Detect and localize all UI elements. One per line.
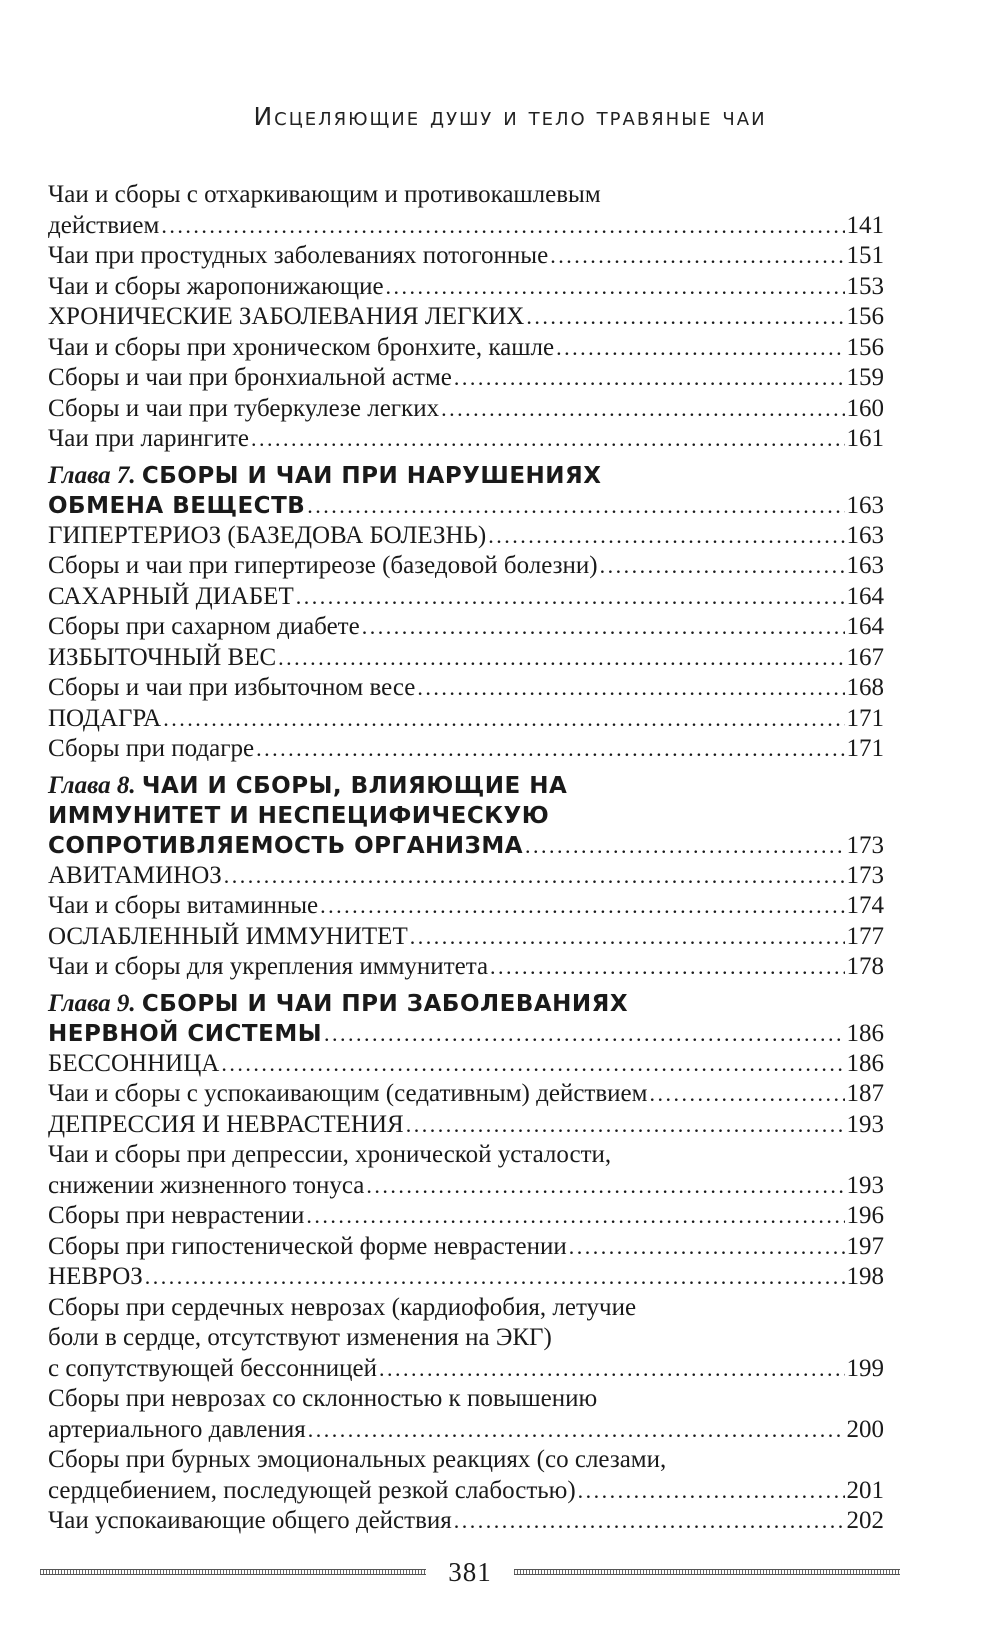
toc-line (48, 1079, 884, 1110)
chapter-title: ЧАИ И СБОРЫ, ВЛИЯЮЩИЕ НА (141, 772, 568, 799)
toc-line (48, 302, 884, 333)
toc-entry-title: Сборы при гипостенической форме неврастении (48, 1232, 567, 1260)
toc-page-number: 198 (846, 1263, 884, 1290)
toc-line (48, 1232, 884, 1263)
toc-page-number: 161 (846, 425, 884, 452)
leader-dots (251, 424, 845, 455)
leader-dots (410, 922, 845, 953)
toc-entry-title: действием (48, 211, 160, 239)
toc-entry-title: Сборы при бурных эмоциональных реакциях (со слезами, (48, 1446, 667, 1473)
leader-dots (161, 211, 844, 242)
toc-page-number: 202 (846, 1507, 884, 1534)
toc-page-number: 167 (846, 643, 884, 671)
toc-line (48, 1445, 884, 1476)
leader-dots (556, 333, 844, 364)
toc-line (48, 673, 884, 704)
toc-line (48, 211, 884, 242)
toc-entry (48, 1384, 884, 1445)
toc-page-number: 196 (846, 1202, 884, 1229)
toc-entry-title: ОСЛАБЛЕННЫЙ ИММУНИТЕТ (48, 922, 408, 950)
toc-page-number: 156 (846, 303, 884, 330)
toc-line (48, 1323, 884, 1354)
toc-line (48, 551, 884, 582)
toc-entry (48, 891, 884, 922)
toc-page-number: 193 (846, 1171, 884, 1199)
toc-entry (48, 241, 884, 272)
leader-dots (366, 1171, 844, 1202)
toc-line (48, 582, 884, 613)
toc-entry-title: снижении жизненного тонуса (48, 1171, 365, 1199)
toc-entry (48, 1140, 884, 1201)
toc-entry-title: с сопутствующей бессонницей (48, 1354, 377, 1382)
chapter-title: СОПРОТИВЛЯЕМОСТЬ ОРГАНИЗМА (48, 832, 524, 859)
toc-entry-title: Сборы и чаи при гипертиреозе (базедовой болезни) (48, 552, 598, 579)
toc-entry (48, 673, 884, 704)
toc-line (48, 891, 884, 922)
toc-page-number: 164 (846, 613, 884, 640)
toc-entry-title: Чаи и сборы витаминные (48, 892, 319, 919)
toc-entry-title: ХРОНИЧЕСКИЕ ЗАБОЛЕВАНИЯ ЛЕГКИХ (48, 303, 525, 330)
toc-entry-title: АВИТАМИНОЗ (48, 861, 222, 889)
toc-entry (48, 424, 884, 455)
toc-entry-title: ГИПЕРТЕРИОЗ (БАЗЕДОВА БОЛЕЗНЬ) (48, 521, 487, 549)
toc-entry-title: Чаи и сборы при хроническом бронхите, кашле (48, 333, 555, 361)
toc-line (48, 1354, 884, 1385)
toc-page-number: 200 (846, 1415, 884, 1443)
toc-entry (48, 302, 884, 333)
toc-entry (48, 612, 884, 643)
toc-entry-title: Чаи и сборы для укрепления иммунитета (48, 953, 489, 980)
toc-line (48, 1506, 884, 1537)
toc-page-number: 173 (846, 861, 884, 889)
toc-line (48, 734, 884, 765)
leader-dots (379, 1354, 845, 1385)
toc-page-number: 186 (846, 1019, 884, 1047)
toc-entry-title: БЕССОННИЦА (48, 1049, 220, 1077)
toc-line (48, 922, 884, 953)
toc-page-number: 164 (846, 582, 884, 610)
leader-dots (649, 1079, 844, 1110)
leader-dots (488, 521, 844, 552)
toc-line (48, 1384, 884, 1415)
toc-page-number: 174 (846, 892, 884, 919)
toc-line (48, 1019, 884, 1049)
running-title: Исцеляющие душу и тело травяные чаи (253, 102, 767, 131)
toc-entry (48, 1049, 884, 1080)
toc-entry (48, 1293, 884, 1385)
leader-dots (454, 363, 845, 394)
toc-page-number: 187 (846, 1080, 884, 1107)
toc-page-number: 171 (846, 735, 884, 762)
toc-chapter (48, 461, 884, 521)
leader-dots (362, 612, 845, 643)
toc-line (48, 861, 884, 892)
toc-entry-title: Чаи и сборы с отхаркивающим и противокашлевым (48, 181, 601, 208)
toc-line (48, 1262, 884, 1293)
toc-entry (48, 1201, 884, 1232)
chapter-title: НЕРВНОЙ СИСТЕМЫ (48, 1020, 323, 1047)
toc-entry (48, 1079, 884, 1110)
toc-page-number: 173 (846, 831, 884, 859)
leader-dots (550, 241, 844, 272)
chapter-title: ИММУНИТЕТ И НЕСПЕЦИФИЧЕСКУЮ (48, 802, 550, 829)
toc-entry-title: Сборы при неврозах со склонностью к повышению (48, 1385, 598, 1412)
chapter-label: Глава 8. (48, 771, 136, 799)
toc-page-number: 163 (846, 491, 884, 519)
chapter-title: ОБМЕНА ВЕЩЕСТВ (48, 492, 306, 519)
leader-dots (525, 831, 844, 861)
toc-entry-title: артериального давления (48, 1415, 306, 1443)
toc-entry (48, 922, 884, 953)
toc-line (48, 952, 884, 983)
toc-entry (48, 394, 884, 425)
toc-line (48, 424, 884, 455)
leader-dots (306, 1201, 844, 1232)
toc-entry-title: Сборы и чаи при избыточном весе (48, 674, 416, 701)
toc-page-number: 197 (846, 1232, 884, 1260)
leader-dots (324, 1019, 844, 1049)
toc-line (48, 461, 884, 491)
toc-entry-title: Чаи при простудных заболеваниях потогонные (48, 242, 549, 269)
toc-entry-title: Чаи и сборы с успокаивающим (седативным) действием (48, 1080, 648, 1107)
toc-line (48, 241, 884, 272)
leader-dots (145, 1262, 845, 1293)
leader-dots (221, 1049, 844, 1080)
toc-entry (48, 861, 884, 892)
toc-page-number: 186 (846, 1049, 884, 1077)
chapter-label: Глава 9. (48, 989, 136, 1017)
leader-dots (386, 272, 845, 303)
toc-page-number: 199 (846, 1354, 884, 1382)
toc-entry (48, 952, 884, 983)
toc-entry (48, 1445, 884, 1506)
page-number: 381 (448, 1556, 492, 1587)
toc-line (48, 643, 884, 674)
toc-chapter (48, 989, 884, 1049)
toc-line (48, 394, 884, 425)
leader-dots (490, 952, 844, 983)
toc-line (48, 180, 884, 211)
toc-entry-title: Чаи и сборы жаропонижающие (48, 272, 384, 300)
toc-page-number: 153 (846, 272, 884, 300)
toc-entry (48, 734, 884, 765)
toc-entry (48, 704, 884, 735)
toc-page-number: 193 (846, 1110, 884, 1138)
toc-line (48, 333, 884, 364)
leader-dots (569, 1232, 845, 1263)
toc-chapter (48, 771, 884, 861)
chapter-label: Глава 7. (48, 461, 136, 489)
toc-page-number: 163 (846, 521, 884, 549)
toc-entry (48, 333, 884, 364)
toc-line (48, 1476, 884, 1507)
toc-entry (48, 1232, 884, 1263)
toc-entry (48, 1110, 884, 1141)
toc-line (48, 272, 884, 303)
leader-dots (278, 643, 844, 674)
leader-dots (256, 734, 844, 765)
footer-rule-right (514, 1569, 900, 1575)
toc-entry (48, 272, 884, 303)
toc-page-number: 151 (846, 242, 884, 269)
toc-line (48, 1201, 884, 1232)
toc-page-number: 177 (846, 922, 884, 950)
toc-entry-title: Сборы и чаи при туберкулезе легких (48, 394, 440, 422)
toc-entry (48, 582, 884, 613)
chapter-title: СБОРЫ И ЧАИ ПРИ ЗАБОЛЕВАНИЯХ (141, 990, 629, 1017)
toc-page-number: 171 (846, 704, 884, 732)
leader-dots (417, 673, 844, 704)
toc-line (48, 989, 884, 1019)
toc-entry-title: Чаи и сборы при депрессии, хронической усталости, (48, 1141, 612, 1168)
toc-entry-title: боли в сердце, отсутствуют изменения на ЭКГ) (48, 1324, 552, 1351)
toc-line (48, 521, 884, 552)
toc-line (48, 612, 884, 643)
leader-dots (600, 551, 845, 582)
toc-page-number: 168 (846, 674, 884, 701)
toc-entry (48, 1262, 884, 1293)
toc-page-number: 156 (846, 333, 884, 361)
leader-dots (307, 491, 844, 521)
leader-dots (454, 1506, 845, 1537)
toc-line (48, 801, 884, 831)
toc-entry-title: САХАРНЫЙ ДИАБЕТ (48, 582, 294, 610)
toc-entry-title: Сборы и чаи при бронхиальной астме (48, 364, 452, 391)
footer-rule-left (40, 1569, 426, 1575)
toc-line (48, 771, 884, 801)
toc-entry-title: Сборы при подагре (48, 735, 255, 762)
toc-line (48, 1171, 884, 1202)
toc-entry-title: ДЕПРЕССИЯ И НЕВРАСТЕНИЯ (48, 1110, 404, 1138)
leader-dots (296, 582, 845, 613)
toc-entry (48, 521, 884, 552)
toc-entry (48, 363, 884, 394)
chapter-title: СБОРЫ И ЧАИ ПРИ НАРУШЕНИЯХ (141, 462, 602, 489)
toc-page-number: 159 (846, 364, 884, 391)
leader-dots (320, 891, 844, 922)
toc-entry (48, 180, 884, 241)
toc-entry-title: Сборы при неврастении (48, 1202, 305, 1229)
table-of-contents (48, 180, 884, 1537)
leader-dots (163, 704, 844, 735)
toc-line (48, 1293, 884, 1324)
toc-entry-title: ИЗБЫТОЧНЫЙ ВЕС (48, 643, 277, 671)
toc-entry-title: Чаи успокаивающие общего действия (48, 1507, 452, 1534)
leader-dots (578, 1476, 845, 1507)
leader-dots (406, 1110, 845, 1141)
toc-line (48, 363, 884, 394)
toc-line (48, 1110, 884, 1141)
toc-page-number: 201 (846, 1476, 884, 1504)
leader-dots (308, 1415, 845, 1446)
toc-entry (48, 1506, 884, 1537)
toc-line (48, 831, 884, 861)
toc-line (48, 1415, 884, 1446)
leader-dots (441, 394, 844, 425)
toc-line (48, 704, 884, 735)
toc-line (48, 1049, 884, 1080)
toc-entry-title: ПОДАГРА (48, 704, 162, 732)
page-footer (40, 1552, 900, 1592)
toc-page-number: 160 (846, 394, 884, 422)
toc-page-number: 178 (846, 953, 884, 980)
toc-entry-title: Сборы при сахарном диабете (48, 613, 360, 640)
leader-dots (526, 302, 844, 333)
toc-entry-title: сердцебиением, последующей резкой слабостью) (48, 1476, 576, 1504)
toc-entry (48, 643, 884, 674)
toc-entry-title: Сборы при сердечных неврозах (кардиофобия, летучие (48, 1293, 637, 1321)
toc-entry-title: НЕВРОЗ (48, 1263, 143, 1290)
toc-line (48, 491, 884, 521)
toc-entry (48, 551, 884, 582)
toc-page-number: 141 (846, 211, 884, 239)
toc-page-number: 163 (846, 552, 884, 579)
toc-line (48, 1140, 884, 1171)
leader-dots (224, 861, 845, 892)
toc-entry-title: Чаи при ларингите (48, 425, 249, 452)
